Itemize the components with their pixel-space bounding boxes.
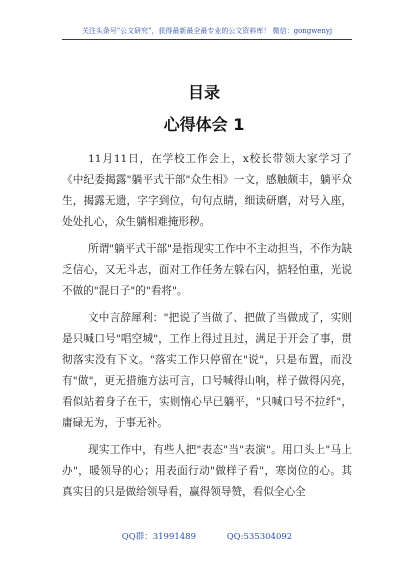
paragraph: 文中言辞犀利："把说了当做了、把做了当做成了，实则是只喊口号"唱空城"，工作上得过且过，满足于开会了事，贯彻落实没有下文。"落实工作只停留在"说"，只是布置，而没有"做"，更无措施方法可言，口号喊得山响，样子做得闪亮，看似站着身子在干，实则惰心早已躺平，"只喊口号不拉纤"，庸碌无为，于事无补。 bbox=[62, 312, 352, 429]
footer-qq: QQ:535304092 bbox=[226, 532, 293, 542]
header-banner: 关注头条号"公文研究"，获得最新最全最专业的公文资料库！ 微信：gongwenyj bbox=[81, 27, 333, 35]
paragraph: 所谓"躺平式干部"是指现实工作中不主动担当，不作为缺乏信心，又无斗志，面对工作任务左躲右闪，掂轻怕重，光说不做的"混日子"的"看将"。 bbox=[62, 243, 352, 297]
footer-contact bbox=[62, 531, 352, 543]
paragraph: 11月11日，在学校工作会上，x校长带领大家学习了《中纪委揭露"躺平式干部"众生相》一文，感触颇丰，躺平众生，揭露无遗，字字到位，句句点睛，细读研磨，对号入座，处处扎心，众生躺相难掩形秽。 bbox=[62, 153, 352, 228]
paragraph: 现实工作中，有些人把"表态"当"表演"。用口头上"马上办"，暖领导的心；用表面行动"做样子看"，寒岗位的心。其真实目的只是做给领导看，赢得领导赞，看似全心全 bbox=[62, 444, 352, 498]
document-body bbox=[62, 149, 352, 509]
footer-qq-group: QQ群：31991489 bbox=[121, 532, 196, 542]
document-title: 心得体会 1 bbox=[163, 115, 245, 134]
toc-title: 目录 bbox=[187, 83, 220, 102]
header-divider bbox=[62, 39, 352, 40]
